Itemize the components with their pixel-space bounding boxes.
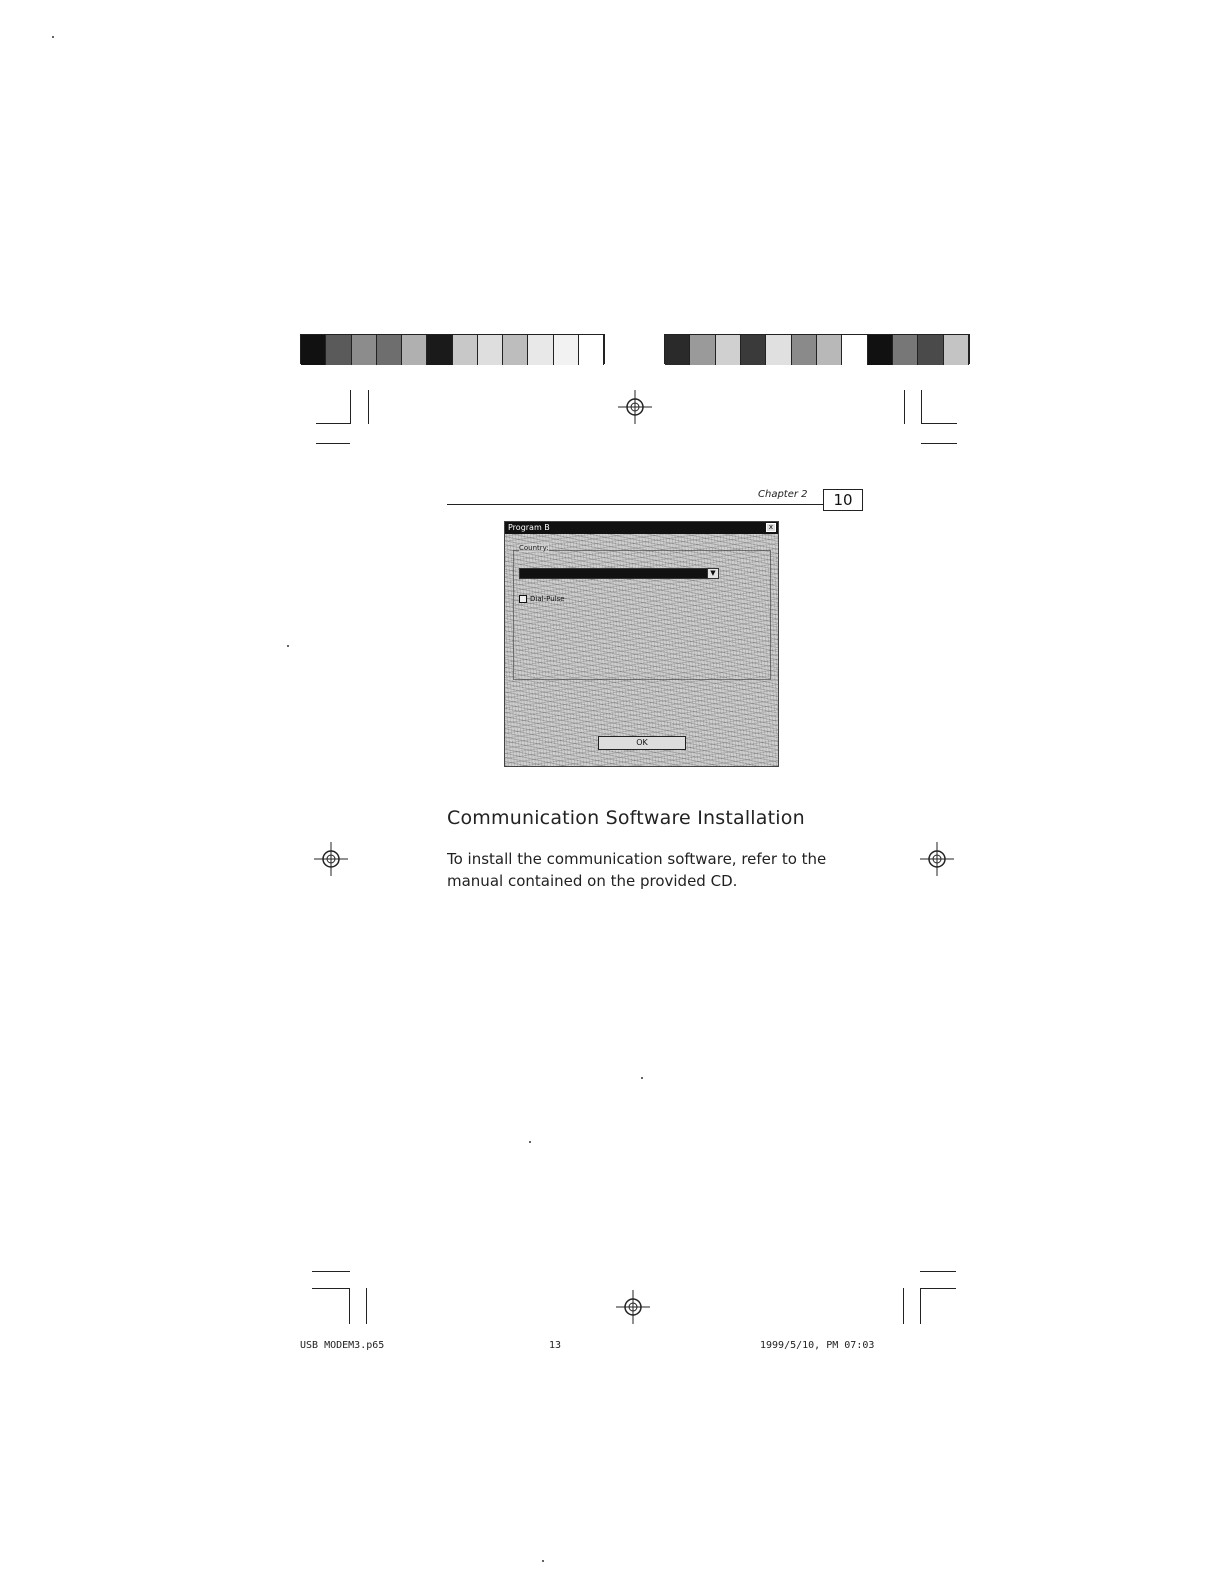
crop-mark	[312, 1271, 350, 1272]
calibration-swatch	[503, 335, 528, 365]
close-icon[interactable]: x	[766, 523, 776, 532]
dialog-screenshot	[504, 521, 779, 767]
calibration-swatch	[893, 335, 918, 365]
calibration-bar-left	[300, 334, 605, 364]
crop-mark	[920, 1288, 956, 1289]
crop-mark	[350, 390, 351, 424]
crop-mark	[349, 1288, 350, 1324]
calibration-swatch	[868, 335, 893, 365]
registration-mark-icon	[618, 390, 652, 424]
calibration-swatch	[554, 335, 579, 365]
calibration-bar-right	[664, 334, 970, 364]
calibration-swatch	[528, 335, 553, 365]
ok-button[interactable]: OK	[598, 736, 686, 750]
calibration-swatch	[453, 335, 478, 365]
crop-mark	[366, 1288, 367, 1324]
scan-speck	[287, 645, 289, 647]
checkbox-label: Dial-Pulse	[530, 595, 565, 603]
crop-mark	[920, 1288, 921, 1324]
calibration-swatch	[918, 335, 943, 365]
crop-mark	[921, 423, 957, 424]
header-rule	[447, 504, 824, 505]
crop-mark	[368, 390, 369, 424]
calibration-swatch	[766, 335, 791, 365]
dialog-title: Program B	[505, 522, 778, 534]
footer-filename: USB MODEM3.p65	[300, 1340, 385, 1351]
calibration-swatch	[690, 335, 715, 365]
chevron-down-icon[interactable]: ▼	[707, 568, 719, 579]
dialog-group-label: Country:	[519, 544, 549, 552]
calibration-swatch	[944, 335, 969, 365]
registration-mark-icon	[314, 842, 348, 876]
dial-pulse-checkbox[interactable]	[519, 595, 565, 603]
calibration-swatch	[741, 335, 766, 365]
calibration-swatch	[377, 335, 402, 365]
footer-timestamp: 1999/5/10, PM 07:03	[760, 1340, 875, 1351]
calibration-swatch	[817, 335, 842, 365]
country-combo[interactable]	[519, 568, 717, 579]
crop-mark	[316, 423, 350, 424]
calibration-swatch	[579, 335, 604, 365]
page-number: 10	[823, 489, 863, 511]
calibration-swatch	[326, 335, 351, 365]
calibration-swatch	[716, 335, 741, 365]
calibration-swatch	[352, 335, 377, 365]
crop-mark	[921, 443, 957, 444]
crop-mark	[903, 1288, 904, 1324]
footer-page: 13	[549, 1340, 562, 1351]
crop-mark	[312, 1288, 350, 1289]
scan-speck	[641, 1077, 643, 1079]
registration-mark-icon	[920, 842, 954, 876]
calibration-swatch	[478, 335, 503, 365]
chapter-label: Chapter 2	[758, 489, 808, 500]
calibration-swatch	[301, 335, 326, 365]
calibration-swatch	[842, 335, 867, 365]
registration-mark-icon	[616, 1290, 650, 1324]
scan-speck	[52, 36, 54, 38]
calibration-swatch	[427, 335, 452, 365]
section-body: To install the communication software, refer to the manual contained on the provided CD.	[447, 850, 827, 890]
crop-mark	[904, 390, 905, 424]
calibration-swatch	[402, 335, 427, 365]
crop-mark	[316, 443, 350, 444]
scan-speck	[542, 1560, 544, 1562]
calibration-swatch	[665, 335, 690, 365]
crop-mark	[921, 390, 922, 424]
calibration-swatch	[792, 335, 817, 365]
section-heading: Communication Software Installation	[447, 807, 805, 829]
scan-speck	[529, 1141, 531, 1143]
checkbox-icon[interactable]	[519, 595, 527, 603]
crop-mark	[920, 1271, 956, 1272]
